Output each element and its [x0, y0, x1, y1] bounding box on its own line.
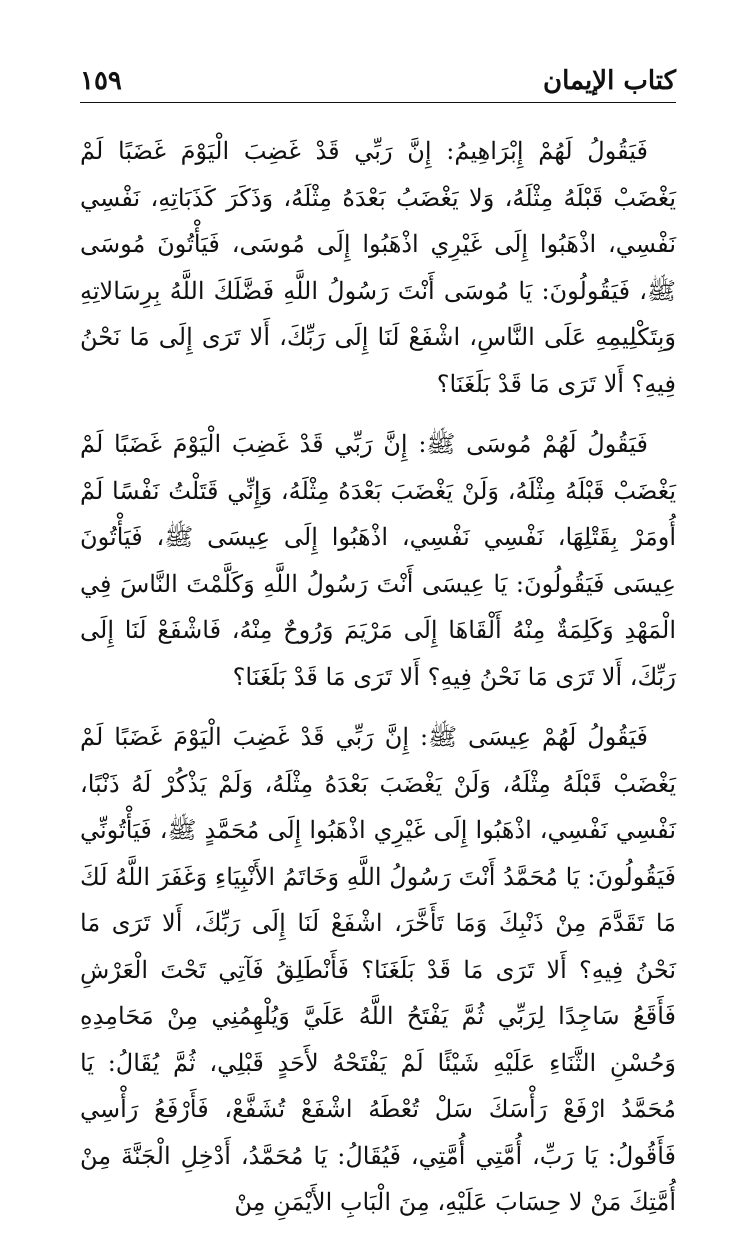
page-number: ١٥٩ [80, 66, 122, 96]
page-header [80, 58, 676, 103]
paragraph: فَيَقُولُ لَهُمْ عِيسَى ﷺ: إِنَّ رَبِّي قَدْ غَضِبَ الْيَوْمَ غَضَبًا لَمْ يَغْضَبْ قَبْلَهُ مِثْلَهُ، وَلَنْ يَغْضَبَ بَعْدَهُ مِثْلَهُ، وَلَمْ يَذْكُرْ لَهُ ذَنْبًا، نَفْسِي نَفْسِي، اذْهَبُوا إِلَى غَيْرِي اذْهَبُوا إِلَى مُحَمَّدٍ ﷺ، فَيَأْتُونِّي فَيَقُولُونَ: يَا مُحَمَّدُ أَنْتَ رَسُولُ اللَّهِ وَخَاتَمُ الأَنْبِيَاءِ وَغَفَرَ اللَّهُ لَكَ مَا تَقَدَّمَ مِنْ ذَنْبِكَ وَمَا تَأَخَّرَ، اشْفَعْ لَنَا إِلَى رَبِّكَ، أَلا تَرَى مَا نَحْنُ فِيهِ؟ أَلا تَرَى مَا قَدْ بَلَغَنَا؟ فَأَنْطَلِقُ فَآتِي تَحْتَ الْعَرْشِ فَأَقَعُ سَاجِدًا لِرَبِّي ثُمَّ يَفْتَحُ اللَّهُ عَلَيَّ وَيُلْهِمُنِي مِنْ مَحَامِدِهِ وَحُسْنِ الثَّنَاءِ عَلَيْهِ شَيْئًا لَمْ يَفْتَحْهُ لأَحَدٍ قَبْلِي، ثُمَّ يُقَالُ: يَا مُحَمَّدُ ارْفَعْ رَأْسَكَ سَلْ تُعْطَهُ اشْفَعْ تُشَفَّعْ، فَأَرْفَعُ رَأْسِي فَأَقُولُ: يَا رَبِّ، أُمَّتِي أُمَّتِي، فَيُقَالُ: يَا مُحَمَّدُ، أَدْخِلِ الْجَنَّةَ مِنْ أُمَّتِكَ مَنْ لا حِسَابَ عَلَيْهِ، مِنَ الْبَابِ الأَيْمَنِ مِنْ [80, 723, 677, 1216]
paragraph: فَيَقُولُ لَهُمْ مُوسَى ﷺ: إِنَّ رَبِّي قَدْ غَضِبَ الْيَوْمَ غَضَبًا لَمْ يَغْضَبْ قَبْلَهُ مِثْلَهُ، وَلَنْ يَغْضَبَ بَعْدَهُ مِثْلَهُ، وَإِنِّي قَتَلْتُ نَفْسًا لَمْ أُومَرْ بِقَتْلِهَا، نَفْسِي نَفْسِي، اذْهَبُوا إِلَى عِيسَى ﷺ، فَيَأْتُونَ عِيسَى فَيَقُولُونَ: يَا عِيسَى أَنْتَ رَسُولُ اللَّهِ وَكَلَّمْتَ النَّاسَ فِي الْمَهْدِ وَكَلِمَةٌ مِنْهُ أَلْقَاهَا إِلَى مَرْيَمَ وَرُوحٌ مِنْهُ، فَاشْفَعْ لَنَا إِلَى رَبِّكَ، أَلا تَرَى مَا نَحْنُ فِيهِ؟ أَلا تَرَى مَا قَدْ بَلَغَنَا؟ [80, 430, 677, 691]
paragraph: فَيَقُولُ لَهُمْ إِبْرَاهِيمُ: إِنَّ رَبِّي قَدْ غَضِبَ الْيَوْمَ غَضَبًا لَمْ يَغْضَبْ قَبْلَهُ مِثْلَهُ، وَلا يَغْضَبُ بَعْدَهُ مِثْلَهُ، وَذَكَرَ كَذَبَاتِهِ، نَفْسِي نَفْسِي، اذْهَبُوا إِلَى غَيْرِي اذْهَبُوا إِلَى مُوسَى، فَيَأْتُونَ مُوسَى ﷺ، فَيَقُولُونَ: يَا مُوسَى أَنْتَ رَسُولُ اللَّهِ فَضَّلَكَ اللَّهُ بِرِسَالاتِهِ وَبِتَكْلِيمِهِ عَلَى النَّاسِ، اشْفَعْ لَنَا إِلَى رَبِّكَ، أَلا تَرَى إِلَى مَا نَحْنُ فِيهِ؟ أَلا تَرَى مَا قَدْ بَلَغَنَا؟ [80, 137, 676, 398]
book-title: كتاب الإيمان [542, 66, 676, 96]
body-text [80, 128, 676, 1240]
